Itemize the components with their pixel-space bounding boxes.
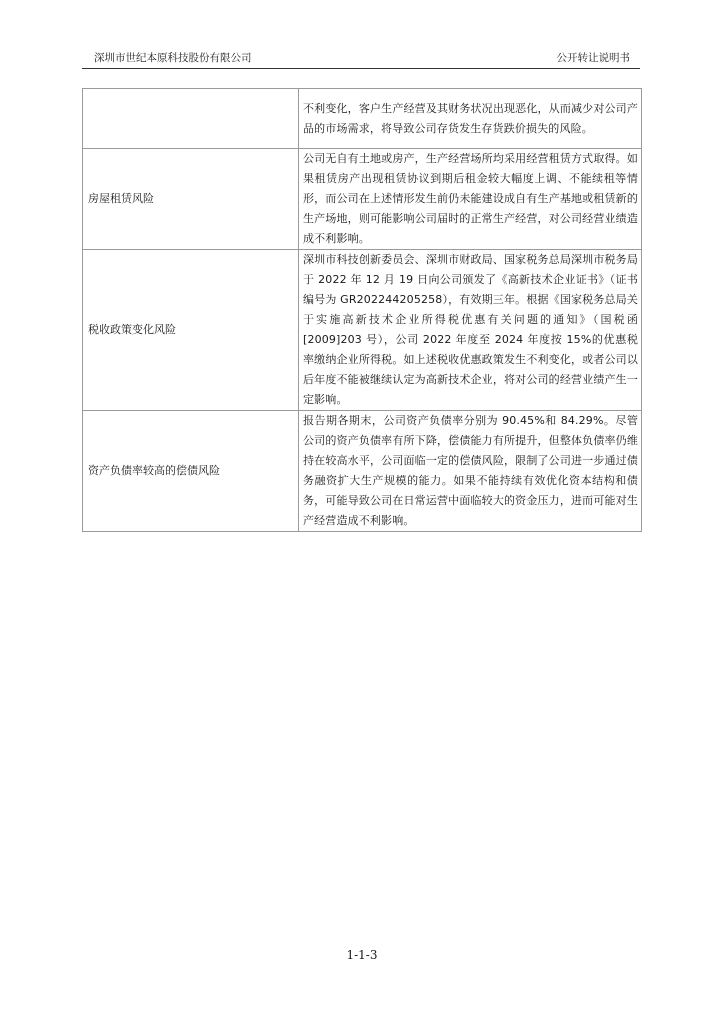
table-row [83,149,642,250]
risk-description-cell: 深圳市科技创新委员会、深圳市财政局、国家税务总局深圳市税务局于 2022 年 12 月 19 日向公司颁发了《高新技术企业证书》（证书编号为 GR202244205258），有效期三年。根据《国家税务总局关于实施高新技术企业所得税优惠有关问题的通知》（国税函[2009]203 号），公司 2022 年度至 2024 年度按 15%的优惠税率缴纳企业所得税。如上述税收优惠政策发生不利变化，或者公司以后年度不能被继续认定为高新技术企业，将对公司的经营业绩产生一定影响。 [299,250,642,411]
risk-name-cell: 资产负债率较高的偿债风险 [83,411,299,532]
page-number: 1-1-3 [346,948,378,962]
document-title: 公开转让说明书 [556,52,630,64]
risk-name-cell: 房屋租赁风险 [83,149,299,250]
table-row [83,411,642,532]
risk-description-cell: 报告期各期末，公司资产负债率分别为 90.45%和 84.29%。尽管公司的资产负债率有所下降，偿债能力有所提升，但整体负债率仍维持在较高水平，公司面临一定的偿债风险，限制了公司进一步通过债务融资扩大生产规模的能力。如果不能持续有效优化资本结构和债务，可能导致公司在日常运营中面临较大的资金压力，进而可能对生产经营造成不利影响。 [299,411,642,532]
risk-table [82,88,642,532]
risk-description-cell: 不利变化，客户生产经营及其财务状况出现恶化，从而减少对公司产品的市场需求，将导致公司存货发生存货跌价损失的风险。 [299,89,642,149]
risk-name-cell: 税收政策变化风险 [83,250,299,411]
risk-name-cell [83,89,299,149]
page-header [82,50,640,69]
table-row [83,250,642,411]
table-row [83,89,642,149]
company-name: 深圳市世纪本原科技股份有限公司 [94,52,252,64]
risk-description-cell: 公司无自有土地或房产，生产经营场所均采用经营租赁方式取得。如果租赁房产出现租赁协议到期后租金较大幅度上调、不能续租等情形，而公司在上述情形发生前仍未能建设成自有生产基地或租赁新的生产场地，则可能影响公司届时的正常生产经营，对公司经营业绩造成不利影响。 [299,149,642,250]
